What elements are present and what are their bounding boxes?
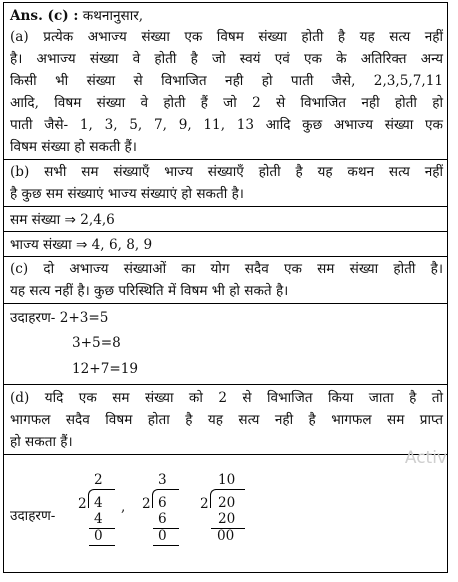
divisor: 2 (78, 496, 87, 512)
subtraction-line (89, 545, 115, 546)
answer-label: Ans. (c) : (10, 8, 79, 24)
divider (4, 454, 447, 455)
para-a-line-4: आदि, विषम संख्या वे होती हैं जो 2 से विभाजित नही होती हो (10, 95, 443, 111)
long-division-3 (198, 473, 258, 553)
remainder: 00 (217, 528, 235, 544)
implies-icon: ⇒ (75, 237, 88, 253)
example-c-line-1 (10, 308, 443, 328)
divider (4, 231, 447, 232)
implies-icon: ⇒ (64, 212, 76, 228)
para-c-line-2: यह सत्य नहीं है। कुछ परिस्थिति में विषम भी हो सकते है। (10, 283, 289, 299)
even-label: सम संख्या (10, 212, 61, 228)
divisor: 2 (142, 496, 151, 512)
dividend: 4 (94, 495, 103, 511)
even-numbers-line (10, 210, 443, 230)
quotient: 3 (158, 472, 167, 488)
para-b-line-1: (b) सभी सम संख्याएँ भाज्य संख्याएँ होती है यह कथन सत्य नहीं (10, 164, 443, 180)
composite-values: 4, 6, 8, 9 (91, 237, 153, 253)
para-b-line-2: है कुछ सम संख्याएं भाज्य संख्याएं हो सकती है। (10, 186, 244, 202)
divider (4, 303, 447, 304)
separator: , (121, 499, 126, 515)
remainder: 0 (94, 528, 103, 544)
long-division-1 (76, 473, 116, 553)
para-a-line-6: विषम संख्या हो सकती हैं। (10, 139, 137, 155)
para-a-line-1: (a) प्रत्येक अभाज्य संख्या एक विषम संख्या होती है यह सत्य नहीं (10, 29, 443, 45)
composite-label: भाज्य संख्या (10, 237, 72, 253)
example-label: उदाहरण- (10, 310, 56, 326)
example-sum: 2+3=5 (59, 310, 109, 326)
example-sum: 3+5=8 (72, 335, 121, 351)
para-d-line-1: (d) यदि एक सम संख्या को 2 से विभाजित किया जाता है तो (10, 390, 443, 406)
divisor: 2 (200, 496, 209, 512)
product: 6 (158, 511, 167, 527)
watermark: Activ (404, 448, 447, 468)
divider (4, 206, 447, 207)
example-sum: 12+7=19 (72, 361, 139, 377)
dividend: 20 (218, 495, 236, 511)
divider (4, 159, 447, 160)
even-values: 2,4,6 (80, 212, 115, 228)
para-d-line-2: भागफल सदैव विषम होता है यह सत्य नही है भागफल सम प्राप्त (10, 412, 443, 428)
remainder: 0 (158, 528, 167, 544)
product: 20 (218, 511, 236, 527)
answer-box (3, 2, 448, 573)
quotient: 10 (218, 472, 236, 488)
long-division-2 (140, 473, 180, 553)
para-d-line-3: हो सकता हैं। (10, 434, 73, 450)
composite-numbers-line (10, 235, 443, 255)
para-a-line-5: पाती जैसे- 1, 3, 5, 7, 9, 11, 13 आदि कुछ अभाज्य संख्या एक (10, 117, 443, 133)
para-c-line-1: (c) दो अभाज्य संख्याओं का योग सदैव एक सम संख्या होती है। (10, 261, 443, 277)
answer-intro: कथनानुसार, (82, 8, 144, 24)
product: 4 (94, 511, 103, 527)
divider (4, 256, 447, 257)
quotient: 2 (94, 472, 103, 488)
subtraction-line (153, 545, 179, 546)
dividend: 6 (158, 495, 167, 511)
example-d-label: उदाहरण- (10, 508, 56, 524)
para-a-line-3: किसी भी संख्या से विभाजित नही हो पाती जैसे, 2,3,5,7,11 (10, 73, 443, 89)
divider (4, 384, 447, 385)
answer-heading (10, 6, 443, 26)
para-a-line-2: है। अभाज्य संख्या वे होती है जो स्वयं एवं एक के अतिरिक्त अन्य (10, 51, 443, 67)
